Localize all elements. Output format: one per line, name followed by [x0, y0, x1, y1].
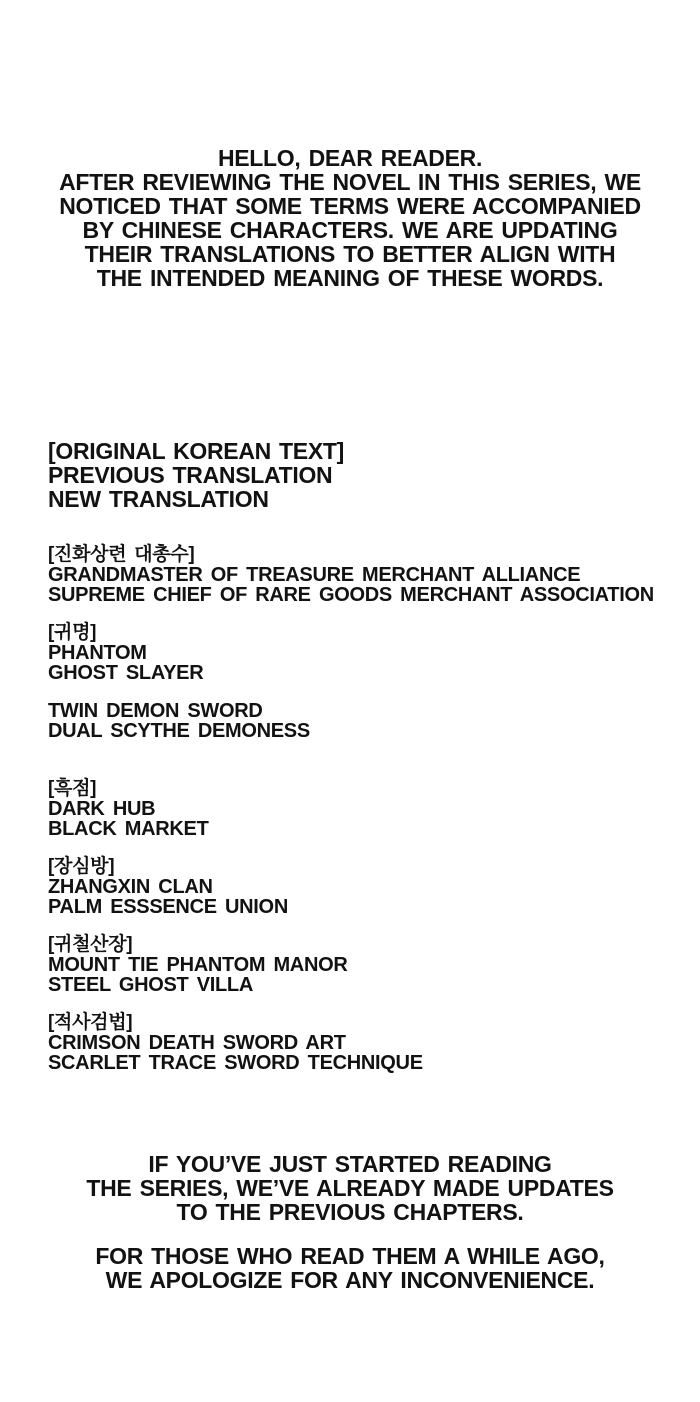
outro-line: THE SERIES, WE’VE ALREADY MADE UPDATES	[86, 1175, 614, 1201]
outro-line: FOR THOSE WHO READ THEM A WHILE AGO,	[95, 1243, 605, 1269]
glossary-entry	[48, 779, 680, 857]
korean-term: [진화상련 대총수]	[48, 544, 195, 565]
new-translation: DUAL SCYTHE DEMONESS	[48, 720, 310, 742]
glossary-entry	[48, 935, 680, 1013]
legend-key	[48, 439, 344, 511]
previous-translation: TWIN DEMON SWORD	[48, 700, 263, 722]
outro-paragraph-1	[0, 1152, 700, 1224]
intro-line: HELLO, DEAR READER.	[217, 145, 483, 171]
korean-term: [흑점]	[48, 778, 97, 799]
previous-translation: MOUNT TIE PHANTOM MANOR	[48, 954, 348, 976]
outro-line: TO THE PREVIOUS CHAPTERS.	[176, 1199, 524, 1225]
intro-line: THE INTENDED MEANING OF THESE WORDS.	[96, 265, 604, 291]
glossary-list	[48, 545, 680, 1091]
new-translation: SUPREME CHIEF OF RARE GOODS MERCHANT ASSOCIATION	[48, 584, 654, 606]
korean-term: [적사검법]	[48, 1012, 133, 1033]
glossary-entry	[48, 1013, 680, 1091]
intro-line: THEIR TRANSLATIONS TO BETTER ALIGN WITH	[84, 241, 616, 267]
glossary-entry	[48, 701, 680, 779]
intro-line: AFTER REVIEWING THE NOVEL IN THIS SERIES, WE	[59, 169, 641, 195]
outro-line: WE APOLOGIZE FOR ANY INCONVENIENCE.	[105, 1267, 595, 1293]
new-translation: BLACK MARKET	[48, 818, 209, 840]
previous-translation: DARK HUB	[48, 798, 156, 820]
previous-translation: GRANDMASTER OF TREASURE MERCHANT ALLIANCE	[48, 564, 581, 586]
new-translation: GHOST SLAYER	[48, 662, 204, 684]
new-translation: PALM ESSSENCE UNION	[48, 896, 288, 918]
legend-new-label: NEW TRANSLATION	[48, 486, 269, 512]
previous-translation: PHANTOM	[48, 642, 147, 664]
glossary-entry	[48, 623, 680, 701]
previous-translation: CRIMSON DEATH SWORD ART	[48, 1032, 346, 1054]
glossary-entry	[48, 857, 680, 935]
outro-line: IF YOU’VE JUST STARTED READING	[148, 1151, 552, 1177]
korean-term: [장심방]	[48, 856, 115, 877]
glossary-entry	[48, 545, 680, 623]
intro-line: NOTICED THAT SOME TERMS WERE ACCOMPANIED	[59, 193, 641, 219]
intro-line: BY CHINESE CHARACTERS. WE ARE UPDATING	[82, 217, 618, 243]
previous-translation: ZHANGXIN CLAN	[48, 876, 213, 898]
legend-original-label: [ORIGINAL KOREAN TEXT]	[48, 438, 344, 464]
korean-term: [귀명]	[48, 622, 97, 643]
outro-paragraphs	[0, 1152, 700, 1292]
korean-term: [귀철산장]	[48, 934, 133, 955]
intro-paragraph	[0, 146, 700, 290]
legend-previous-label: PREVIOUS TRANSLATION	[48, 462, 333, 488]
new-translation: SCARLET TRACE SWORD TECHNIQUE	[48, 1052, 423, 1074]
new-translation: STEEL GHOST VILLA	[48, 974, 253, 996]
outro-paragraph-2	[0, 1244, 700, 1292]
